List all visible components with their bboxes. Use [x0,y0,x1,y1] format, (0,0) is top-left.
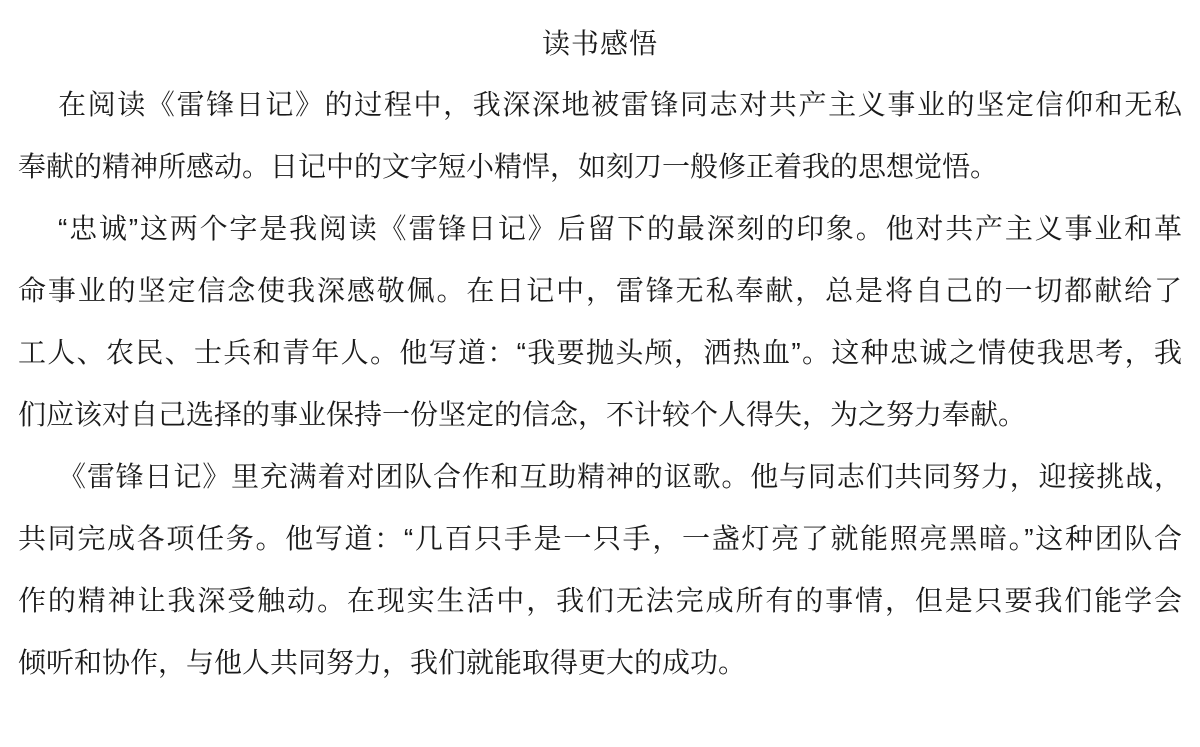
paragraph-line: 《雷锋日记》里充满着对团队合作和互助精神的讴歌。他与同志们共同努力，迎接挑战， [58,461,1182,492]
paragraph-line: 命事业的坚定信念使我深感敬佩。在日记中，雷锋无私奉献，总是将自己的一切都献给了 [18,275,1182,306]
paragraph-line: “忠诚”这两个字是我阅读《雷锋日记》后留下的最深刻的印象。他对共产主义事业和革 [58,213,1182,244]
paragraph-line: 工人、农民、士兵和青年人。他写道：“我要抛头颅，洒热血”。这种忠诚之情使我思考，我 [18,337,1182,368]
paragraph [18,74,1182,198]
paragraph-line: 倾听和协作，与他人共同努力，我们就能取得更大的成功。 [18,647,747,678]
paragraph [18,446,1182,694]
page-title: 读书感悟 [541,28,658,59]
paragraph-line: 在阅读《雷锋日记》的过程中，我深深地被雷锋同志对共产主义事业的坚定信仰和无私 [58,89,1182,120]
paragraph-line: 作的精神让我深受触动。在现实生活中，我们无法完成所有的事情，但是只要我们能学会 [18,585,1182,616]
paragraph-line: 奉献的精神所感动。日记中的文字短小精悍，如刻刀一般修正着我的思想觉悟。 [18,151,999,182]
paragraph-line: 们应该对自己选择的事业保持一份坚定的信念，不计较个人得失，为之努力奉献。 [18,399,1027,430]
paragraph [18,198,1182,446]
paragraph-line: 共同完成各项任务。他写道：“几百只手是一只手，一盏灯亮了就能照亮黑暗。”这种团队合 [18,523,1182,554]
